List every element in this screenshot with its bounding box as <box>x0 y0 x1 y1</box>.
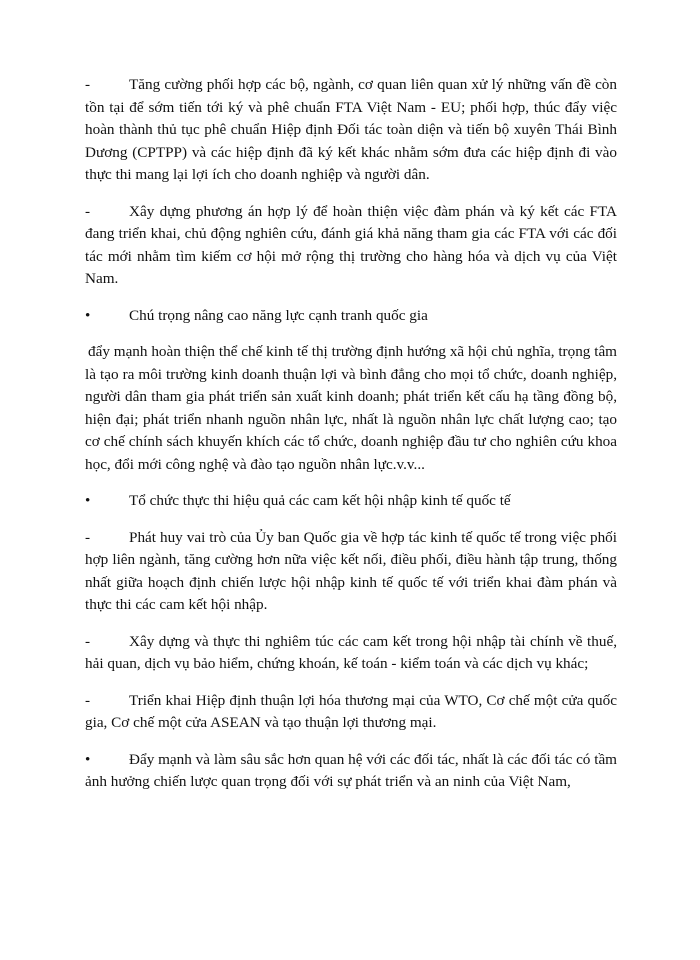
bullet-marker: • <box>85 492 91 509</box>
heading-text: Tổ chức thực thi hiệu quả các cam kết hội nhập kinh tế quốc tế <box>129 492 511 509</box>
section-heading-2 <box>85 490 617 513</box>
paragraph-1 <box>85 74 617 187</box>
paragraph-text: Xây dựng phương án hợp lý để hoàn thiện việc đàm phán và ký kết các FTA đang triển khai, chủ động nghiên cứu, đánh giá khả năng tham gia các FTA với các đối tác mới nhằm tìm kiếm cơ hội mở rộng thị trường cho hàng hóa và dịch vụ của Việt Nam. <box>85 202 617 287</box>
section-heading-1 <box>85 305 617 328</box>
dash-marker: - <box>85 691 91 709</box>
heading-text: Chú trọng nâng cao năng lực cạnh tranh quốc gia <box>129 306 428 324</box>
bullet-marker: • <box>85 306 91 324</box>
paragraph-3 <box>85 341 617 476</box>
paragraph-text: Tăng cường phối hợp các bộ, ngành, cơ quan liên quan xử lý những vấn đề còn tồn tại để sớm tiến tới ký và phê chuẩn FTA Việt Nam - EU; phối hợp, thúc đẩy việc hoàn thành thủ tục phê chuẩn Hiệp định Đối tác toàn diện và tiến bộ xuyên Thái Bình Dương (CPTPP) và các hiệp định đã ký kết khác nhằm sớm đưa các hiệp định đi vào thực thi mang lại lợi ích cho doanh nghiệp và người dân. <box>85 76 617 183</box>
paragraph-text: Triển khai Hiệp định thuận lợi hóa thương mại của WTO, Cơ chế một cửa quốc gia, Cơ chế một cửa ASEAN và tạo thuận lợi thương mại. <box>85 691 617 731</box>
document-page <box>85 74 617 808</box>
paragraph-7 <box>85 749 617 794</box>
dash-marker: - <box>85 76 91 93</box>
dash-marker: - <box>85 202 91 220</box>
paragraph-6 <box>85 690 617 735</box>
dash-marker: - <box>85 528 91 546</box>
paragraph-2 <box>85 201 617 291</box>
bullet-marker: • <box>85 750 91 768</box>
paragraph-text: Đẩy mạnh và làm sâu sắc hơn quan hệ với các đối tác, nhất là các đối tác có tầm ảnh hưởng chiến lược quan trọng đối với sự phát triển và an ninh của Việt Nam, <box>85 750 617 790</box>
dash-marker: - <box>85 632 91 650</box>
paragraph-text: đẩy mạnh hoàn thiện thể chế kinh tế thị trường định hướng xã hội chủ nghĩa, trọng tâm là tạo ra môi trường kinh doanh thuận lợi và bình đẳng cho mọi tổ chức, doanh nghiệp, người dân tham gia phát triển sản xuất kinh doanh; phát triển kết cấu hạ tầng đồng bộ, hiện đại; phát triển nhanh nguồn nhân lực, nhất là nguồn nhân lực chất lượng cao; tạo cơ chế chính sách khuyến khích các tổ chức, doanh nghiệp đầu tư cho nghiên cứu khoa học, đổi mới công nghệ và đào tạo nguồn nhân lực.v.v... <box>85 343 617 473</box>
paragraph-text: Phát huy vai trò của Ủy ban Quốc gia về hợp tác kinh tế quốc tế trong việc phối hợp liên ngành, tăng cường hơn nữa việc kết nối, điều phối, điều hành tập trung, thống nhất giữa hoạch định chiến lược hội nhập kinh tế quốc tế với triển khai đàm phán và thực thi các cam kết hội nhập. <box>85 528 617 613</box>
paragraph-5 <box>85 631 617 676</box>
paragraph-4 <box>85 527 617 617</box>
paragraph-text: Xây dựng và thực thi nghiêm túc các cam kết trong hội nhập tài chính về thuế, hải quan, dịch vụ bảo hiểm, chứng khoán, kế toán - kiểm toán và các dịch vụ khác; <box>85 632 617 672</box>
